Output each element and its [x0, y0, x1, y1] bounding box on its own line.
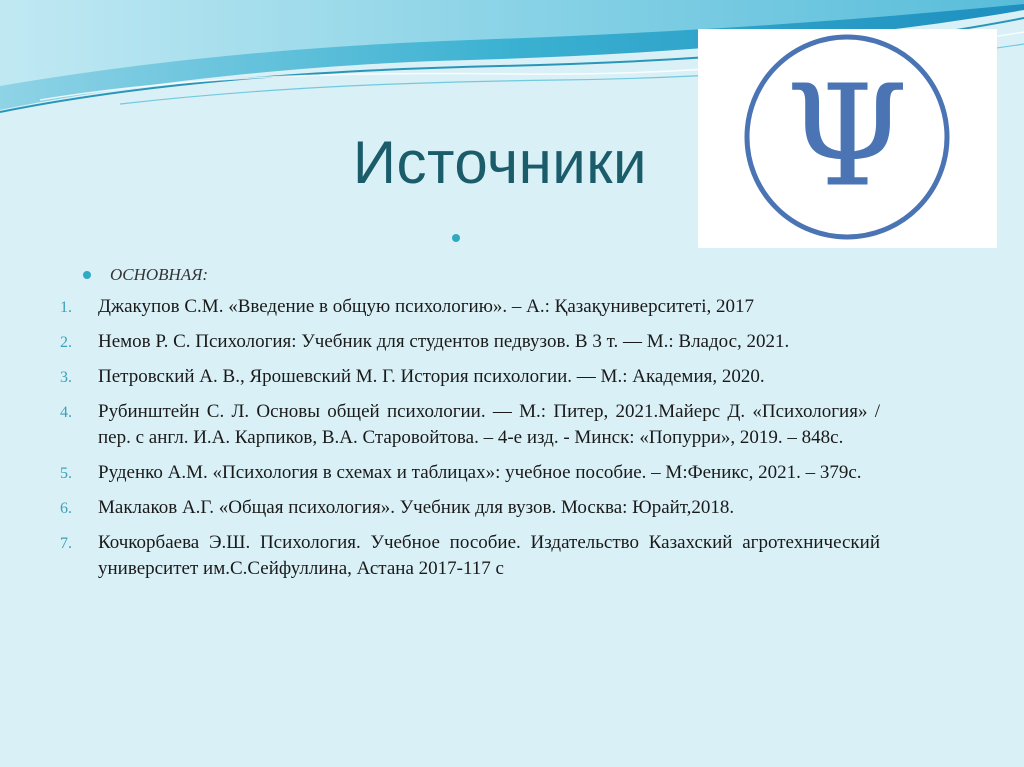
psi-logo-icon	[698, 29, 997, 248]
source-text: Немов Р. С. Психология: Учебник для студентов педвузов. В 3 т. — М.: Владос, 2021.	[98, 331, 790, 352]
source-item	[60, 530, 880, 582]
subtitle-bullet-dot	[83, 271, 91, 279]
source-number: 1.	[60, 299, 72, 316]
source-item	[60, 495, 880, 521]
source-item	[60, 294, 880, 320]
title-bullet-dot	[452, 234, 460, 242]
source-text: Джакупов С.М. «Введение в общую психологию». – А.: Қазақуниверситеті, 2017	[98, 296, 754, 317]
source-item	[60, 399, 880, 451]
psychology-logo	[698, 29, 997, 248]
source-number: 5.	[60, 465, 72, 482]
source-number: 6.	[60, 500, 72, 517]
sources-content	[60, 262, 880, 591]
psi-symbol: Ψ	[785, 55, 909, 219]
section-subtitle: ОСНОВНАЯ:	[110, 265, 209, 284]
source-text: Маклаков А.Г. «Общая психология». Учебник для вузов. Москва: Юрайт,2018.	[98, 497, 735, 518]
source-number: 2.	[60, 334, 72, 351]
source-text: Руденко А.М. «Психология в схемах и таблицах»: учебное пособие. – М:Феникс, 2021. – 379с.	[98, 462, 862, 483]
source-number: 3.	[60, 369, 72, 386]
source-text: Рубинштейн С. Л. Основы общей психологии. — М.: Питер, 2021.Майерс Д. «Психология» / пер. с англ. И.А. Карпиков, В.А. Старовойтова. – 4-е изд. - Минск: «Попурри», 2019. – 848с.	[98, 401, 880, 448]
sources-list	[60, 294, 880, 582]
source-item	[60, 460, 880, 486]
source-item	[60, 364, 880, 390]
slide-title: Источники	[352, 129, 648, 196]
source-text: Петровский А. В., Ярошевский М. Г. История психологии. — М.: Академия, 2020.	[98, 366, 765, 387]
source-text: Кочкорбаева Э.Ш. Психология. Учебное пособие. Издательство Казахский агротехнический университет им.С.Сейфуллина, Астана 2017-117 с	[98, 532, 880, 579]
source-number: 4.	[60, 404, 72, 421]
source-number: 7.	[60, 535, 72, 552]
source-item	[60, 329, 880, 355]
subtitle-row	[60, 262, 880, 288]
